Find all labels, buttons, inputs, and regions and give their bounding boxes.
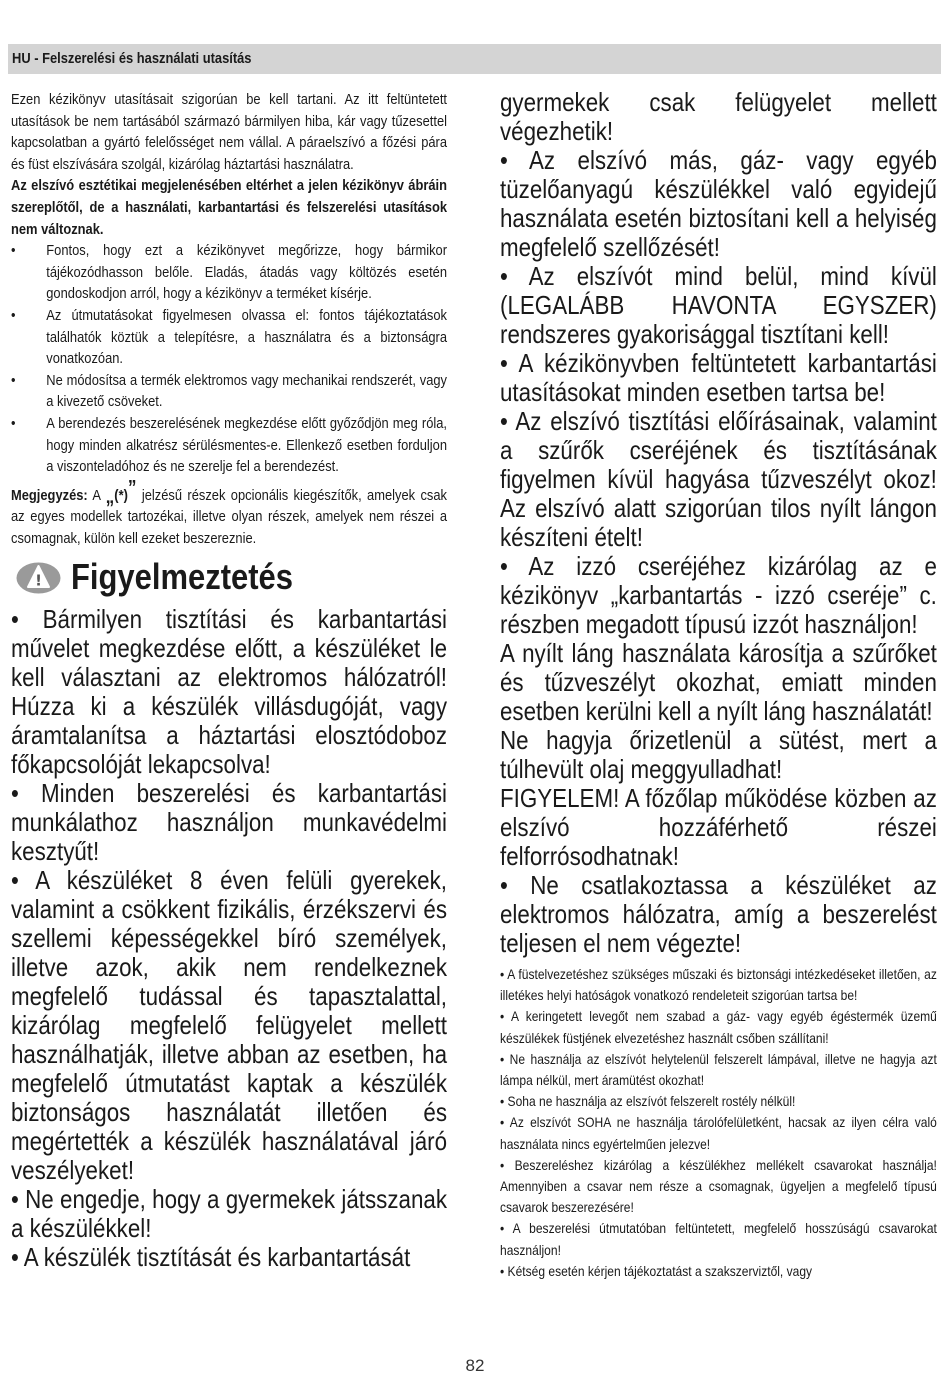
warning-glyph: ! xyxy=(35,571,42,590)
warning-triangle-icon xyxy=(16,561,61,595)
intro-bold-note: Az elszívó esztétikai megjelenésében eltérhet a jelen kézikönyv ábráin szereplőtől, de a használati, karbantartási és felszerelési utasítások nem változnak. xyxy=(11,177,448,238)
right-column xyxy=(500,88,937,1282)
small-paragraph: • Az elszívót SOHA ne használja tárolófelületként, hacsak az ilyen célra való használata nincs egyértelműen jelezve! xyxy=(500,1114,937,1152)
warning-paragraph: A nyílt láng használata károsítja a szűrőket és tűzveszélyt okozhat, emiatt minden esetben kerülni kell a nyílt láng használatát! xyxy=(500,638,937,726)
warning-heading xyxy=(11,555,447,605)
small-paragraph: • Beszereléshez kizárólag a készülékhez mellékelt csavarokat használja! Amennyiben a csavar nem része a csomagnak, ügyeljen a megfelelő típusú csavarok beszerezésére! xyxy=(500,1156,937,1216)
warning-paragraph: • Az elszívó más, gáz- vagy egyéb tüzelőanyagú készülékkel való egyidejű használata esetén biztosítani kell a helyiség megfelelő szellőzését! xyxy=(500,145,937,262)
intro-block xyxy=(11,89,447,549)
section-title: HU - Felszerelési és használati utasítás xyxy=(12,50,252,67)
list-item: • Ne módosítsa a termék elektromos vagy mechanikai rendszerét, vagy a kivezető csöveket. xyxy=(11,371,448,411)
small-paragraph: • Ne használja az elszívót helytelenül felszerelt lámpával, illetve ne hagyja azt lámpa nélkül, mert áramütést okozhat! xyxy=(500,1050,937,1089)
note-paragraph: Megjegyzés: A „(*)” jelzésű részek opcionális kiegészítők, amelyek csak az egyes modellek tartozékai, illetve olyan részek, amelyek nem részei a csomagnak, külön kell ezeket beszereznie. xyxy=(11,476,448,547)
warning-paragraph: FIGYELEM! A főzőlap működése közben az elszívó hozzáférhető részei felforrósodhatnak! xyxy=(500,783,937,871)
bullet-dot: • xyxy=(11,306,16,324)
bullet-dot: • xyxy=(11,414,16,432)
warning-paragraph: • Bármilyen tisztítási és karbantartási művelet megkezdése előtt, a készüléket le kell választani az elektromos hálózatról! Húzza ki a készülék villásdugóját, vagy áramtalanítsa a háztartási elosztódoboz főkapcsolóját lekapcsolva! xyxy=(11,604,448,780)
small-paragraph: • A füstelvezetéshez szükséges műszaki és biztonsági intézkedéseket illetően, az illetékes helyi hatóságok vonatkozó rendeleteit szigorúan tartsa be! xyxy=(500,966,937,1004)
list-item: • Az útmutatásokat figyelmesen olvassa el: fontos tájékoztatások találhatók köztük a telepítésre, a használatra és a biztonságra vonatkozóan. xyxy=(11,306,448,368)
intro-paragraph: Ezen kézikönyv utasításait szigorúan be kell tartani. Az itt feltüntetett utasítások be nem tartásából származó bármilyen hiba, kár vagy tűzesettel kapcsolatban a gyártó felelősséget nem vállal. A páraelszívó a főzési pára és füst elszívására szolgál, kizárólag háztartási használatra. xyxy=(11,91,448,173)
left-column xyxy=(11,89,447,1272)
bullet-dot: • xyxy=(11,371,16,389)
note-label: Megjegyzés: xyxy=(11,486,88,504)
warning-paragraph: • Minden beszerelési és karbantartási munkálathoz használjon munkavédelmi kesztyűt! xyxy=(11,778,448,867)
warning-paragraph: • Az elszívó tisztítási előírásainak, valamint a szűrők cseréjének és tisztításának figyelmen kívül hagyása tűzveszélyt okoz! Az elszívó alatt szigorúan tilos nyílt lángon készíteni ételt! xyxy=(500,406,937,552)
warning-paragraph: • Az izzó cseréjéhez kizárólag az e kézikönyv „karbantartás - izzó cseréje” c. részben megadott típusú izzót használjon! xyxy=(500,551,937,639)
list-item: • Fontos, hogy ezt a kézikönyvet megőrizze, hogy bármikor tájékozódhasson belőle. Eladás, átadás vagy költözés esetén gondoskodjon arról, hogy a kézikönyv a terméket kísérje. xyxy=(11,242,448,303)
warning-paragraph: • A készülék tisztítását és karbantartását xyxy=(11,1242,411,1273)
warning-paragraph: Ne hagyja őrizetlenül a sütést, mert a túlhevült olaj meggyulladhat! xyxy=(500,725,937,784)
warning-paragraph: gyermekek csak felügyelet mellett végezhetik! xyxy=(500,87,937,146)
small-paragraph: • A keringetett levegőt nem szabad a gáz- vagy egyéb égéstermék üzemű készülékek füstjének elvezetéshez használt csőben szállítani! xyxy=(500,1008,937,1046)
warning-title: Figyelmeztetés xyxy=(71,556,293,598)
optional-symbol: (*) xyxy=(114,486,128,504)
warning-paragraph: • Ne engedje, hogy a gyermekek játsszanak a készülékkel! xyxy=(11,1184,448,1244)
page-number: 82 xyxy=(465,1356,485,1375)
warning-small-text xyxy=(500,964,937,1282)
list-item: • A berendezés beszerelésének megkezdése előtt győződjön meg róla, hogy minden alkatrész sérülésmentes-e. Ellenkező esetben forduljon a viszonteladóhoz és ne szerelje fel a berendezést. xyxy=(11,414,448,476)
warning-paragraph: • A készüléket 8 éven felüli gyerekek, valamint a csökkent fizikális, érzékszervi és szellemi képességekkel bíró személyek, illetve azok, akik nem rendelkeznek megfelelő tudással és tapasztalattal, kizárólag megfelelő felügyelet mellett használhatják, illetve abban az esetben, ha megfelelő útmutatást kaptak a készülék biztonságos használatát illetően és megértették a készülék használatával járó veszélyeket! xyxy=(11,865,448,1186)
intro-bullet-list xyxy=(11,240,447,478)
warning-paragraph: • A kézikönyvben feltüntetett karbantartási utasításokat minden esetben tartsa be! xyxy=(500,348,937,407)
warning-left-text xyxy=(11,605,447,1272)
bullet-dot: • xyxy=(11,242,16,260)
small-paragraph: • Soha ne használja az elszívót felszerelt rostély nélkül! xyxy=(500,1093,796,1110)
section-header xyxy=(8,44,941,74)
warning-paragraph: • Az elszívót mind belül, mind kívül (LEGALÁBB HAVONTA EGYSZER) rendszeres gyakorisággal tisztítani kell! xyxy=(500,261,937,349)
small-paragraph: • Kétség esetén kérjen tájékoztatást a szakszerviztől, vagy xyxy=(500,1262,813,1279)
warning-paragraph: • Ne csatlakoztassa a készüléket az elektromos hálózatra, amíg a beszerelést teljesen el nem végezte! xyxy=(500,870,937,958)
small-paragraph: • A beszerelési útmutatóban feltüntetett, megfelelő hosszúságú csavarokat használjon! xyxy=(500,1220,937,1258)
note-text: jelzésű részek opcionális kiegészítők, amelyek csak az egyes modellek tartozékai, illetve olyan részek, amelyek nem részei a csomagnak, külön kell ezeket beszereznie. xyxy=(11,486,448,547)
warning-right-text xyxy=(500,88,937,958)
